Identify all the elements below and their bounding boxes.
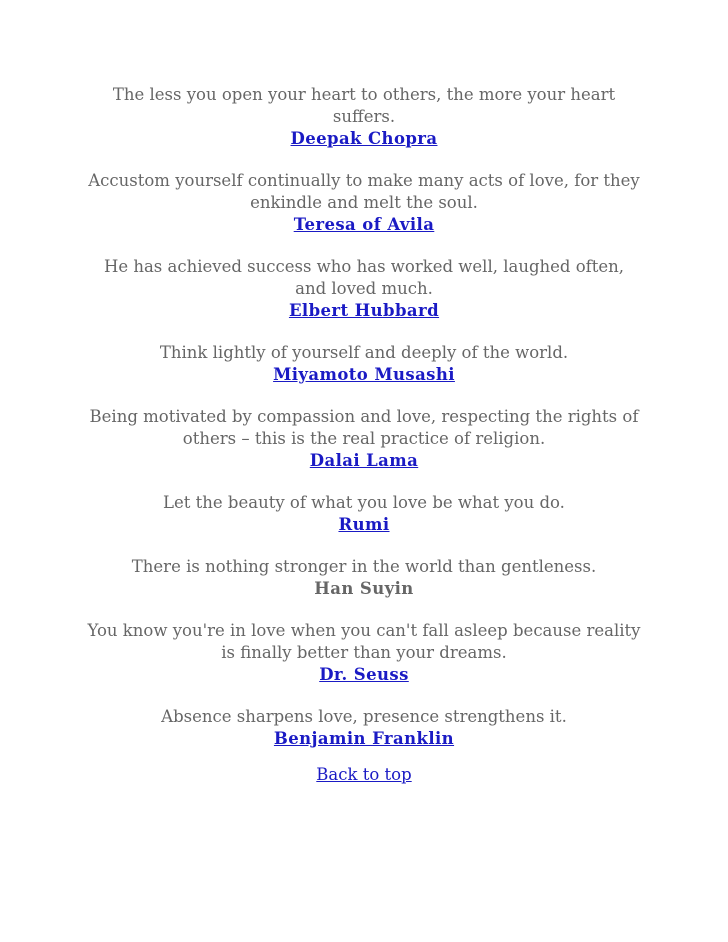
author-link[interactable]: Rumi: [338, 515, 390, 534]
quote-text: Let the beauty of what you love be what you do.: [163, 493, 565, 512]
quote-block: [86, 620, 642, 686]
quote-author: Han Suyin: [314, 579, 414, 598]
quote-text: There is nothing stronger in the world than gentleness.: [131, 557, 597, 576]
quote-text: Accustom yourself continually to make many acts of love, for they enkindle and melt the soul.: [88, 171, 640, 212]
quote-author: [86, 728, 642, 750]
author-link[interactable]: Elbert Hubbard: [288, 301, 440, 320]
quote-block: [86, 406, 642, 472]
quote-text: You know you're in love when you can't fall asleep because reality is finally better than your dreams.: [87, 621, 641, 662]
quote-author: [86, 514, 642, 536]
author-link[interactable]: Dalai Lama: [309, 451, 419, 470]
author-link[interactable]: Miyamoto Musashi: [273, 365, 455, 384]
quote-author: [86, 128, 642, 150]
back-to-top: [86, 764, 642, 786]
author-link[interactable]: Deepak Chopra: [290, 129, 438, 148]
quote-block: [86, 556, 642, 600]
quote-block: [86, 84, 642, 150]
quote-block: [86, 342, 642, 386]
quote-block: [86, 492, 642, 536]
quote-block: [86, 170, 642, 236]
author-link[interactable]: Benjamin Franklin: [273, 729, 455, 748]
quote-author: [86, 300, 642, 322]
quote-text: Think lightly of yourself and deeply of the world.: [159, 343, 569, 362]
quote-text: The less you open your heart to others, the more your heart suffers.: [112, 85, 616, 126]
quote-author: [86, 364, 642, 386]
quote-text: He has achieved success who has worked well, laughed often, and loved much.: [103, 257, 625, 298]
back-to-top-link[interactable]: Back to top: [316, 765, 412, 784]
quotes-page: [86, 84, 642, 786]
quote-text: Being motivated by compassion and love, respecting the rights of others – this is the real practice of religion.: [89, 407, 639, 448]
quote-author: [86, 214, 642, 236]
quote-block: [86, 256, 642, 322]
quote-author: [86, 664, 642, 686]
quote-block: [86, 706, 642, 750]
author-link[interactable]: Dr. Seuss: [319, 665, 409, 684]
quote-text: Absence sharpens love, presence strengthens it.: [161, 707, 567, 726]
quote-author: [86, 450, 642, 472]
author-link[interactable]: Teresa of Avila: [293, 215, 435, 234]
